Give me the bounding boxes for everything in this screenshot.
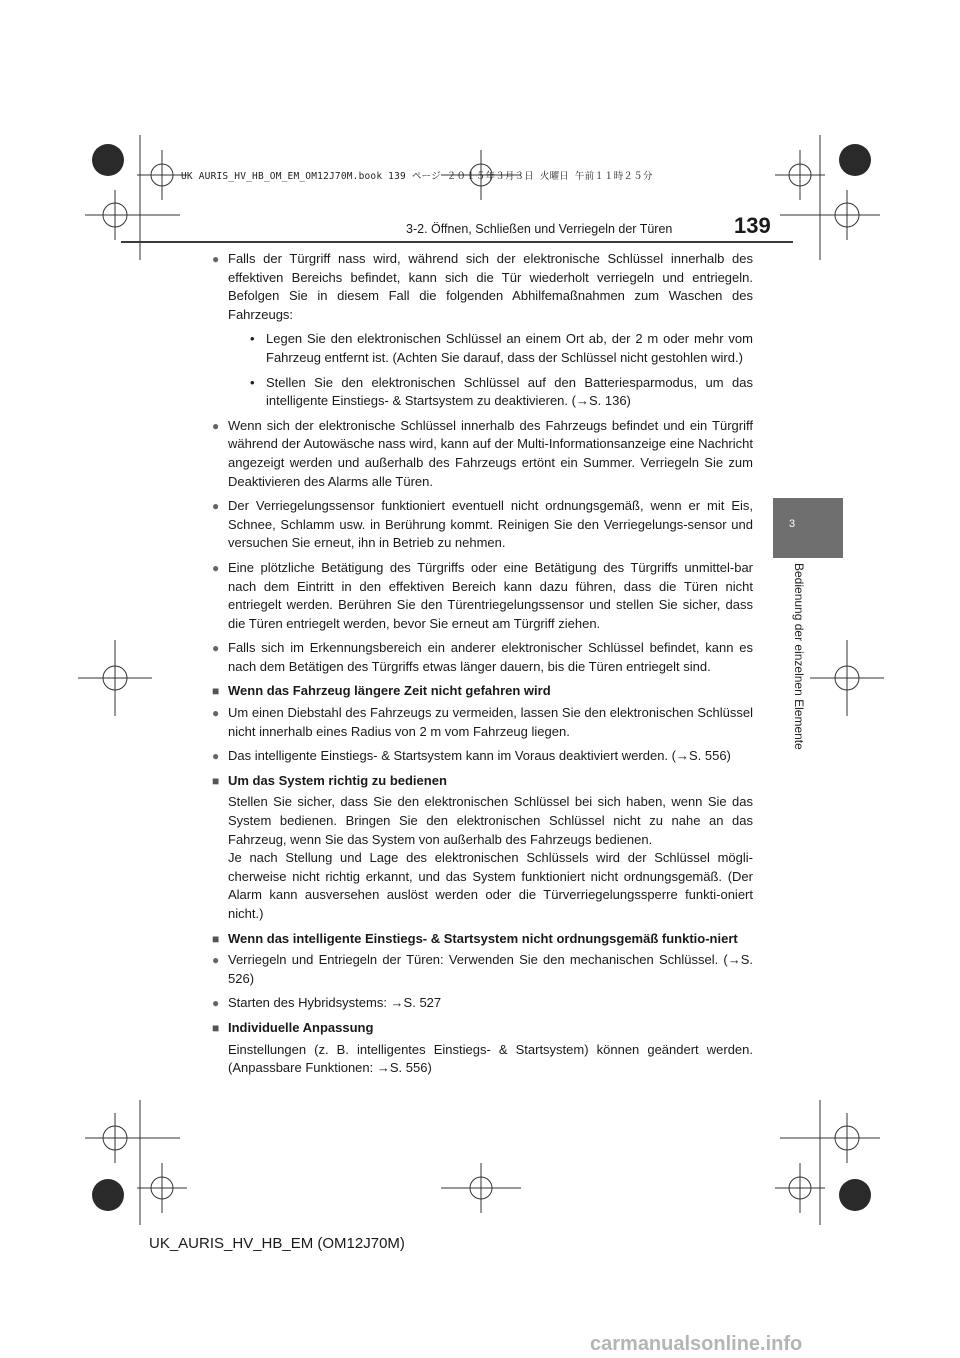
bullet-item bbox=[212, 417, 753, 491]
page-number: 139 bbox=[734, 213, 771, 238]
sub-text: Legen Sie den elektronischen Schlüssel an einem Ort ab, der 2 m oder mehr vom Fahrzeug entfernt ist. (Achten Sie darauf, dass der Schlüssel nicht gestohlen wird.) bbox=[266, 331, 753, 365]
bullet-icon: ● bbox=[212, 996, 220, 1011]
square-icon: ■ bbox=[212, 684, 220, 699]
print-job-header: UK AURIS_HV_HB_OM_EM_OM12J70M.book 139 ページ ２０１５年３月３日 火曜日 午前１１時２５分 bbox=[181, 171, 653, 182]
section-heading bbox=[212, 682, 753, 701]
chapter-number: 3 bbox=[789, 518, 796, 530]
bullet-text: Der Verriegelungssensor funktioniert eventuell nicht ordnungsgemäß, wenn er mit Eis, Schnee, Schlamm usw. in Berührung kommt. Reinigen Sie den Verriegelungs-sensor und versuchen Sie erneut, ihn in Betrieb zu nehmen. bbox=[228, 498, 753, 551]
bullet-item bbox=[212, 994, 753, 1013]
bullet-item bbox=[212, 747, 753, 766]
bullet-text: Verriegeln und Entriegeln der Türen: Verwenden Sie den mechanischen Schlüssel. (→S. 526) bbox=[228, 952, 753, 986]
bullet-item bbox=[212, 951, 753, 988]
bullet-text: Das intelligente Einstiegs- & Startsystem kann im Voraus deaktiviert werden. (→S. 556) bbox=[228, 748, 731, 764]
bullet-item bbox=[212, 497, 753, 553]
bullet-icon: ● bbox=[212, 749, 220, 764]
footer-document-code: UK_AURIS_HV_HB_EM (OM12J70M) bbox=[149, 1235, 405, 1252]
content-body bbox=[212, 250, 753, 1084]
bullet-text: Um einen Diebstahl des Fahrzeugs zu vermeiden, lassen Sie den elektronischen Schlüssel nicht innerhalb eines Radius von 2 m vom Fahrzeug liegen. bbox=[228, 705, 753, 739]
section-heading-text: Um das System richtig zu bedienen bbox=[228, 772, 447, 788]
section-heading-text: Wenn das intelligente Einstiegs- & Startsystem nicht ordnungsgemäß funktio-niert bbox=[228, 930, 738, 946]
paragraph: Je nach Stellung und Lage des elektronischen Schlüssels wird der Schlüssel mögli-cherweise nicht richtig erkannt, und das System funktioniert nicht ordnungsgemäß. (Der Alarm kann ausversehen auslöst werden oder die Türverriegelungssperre funkti-oniert nicht.) bbox=[228, 850, 753, 921]
section-heading bbox=[212, 772, 753, 791]
bullet-item bbox=[212, 250, 753, 411]
paragraph: Stellen Sie sicher, dass Sie den elektronischen Schlüssel bei sich haben, wenn Sie das System bedienen. Bringen Sie den elektronischen Schlüssel nicht zu nahe an das Fahrzeug, wenn Sie das System von außerhalb des Fahrzeugs bedienen. bbox=[228, 794, 753, 847]
bullet-text: Falls der Türgriff nass wird, während sich der elektronische Schlüssel innerhalb des effektiven Bereichs befindet, kann sich die Tür wiederholt verriegeln und entriegeln. Befolgen Sie in diesem Fall die folgenden Abhilfemaßnahmen zum Waschen des Fahrzeugs: bbox=[228, 251, 753, 322]
watermark-text: carmanualsonline.info bbox=[590, 1333, 803, 1355]
sub-item bbox=[228, 374, 753, 411]
bullet-icon: ● bbox=[212, 641, 220, 656]
sub-bullet-icon: • bbox=[250, 331, 255, 347]
section-title: 3-2. Öffnen, Schließen und Verriegeln der Türen bbox=[406, 222, 673, 236]
bullet-item bbox=[212, 704, 753, 741]
bullet-item bbox=[212, 559, 753, 633]
bullet-text: Eine plötzliche Betätigung des Türgriffs oder eine Betätigung des Türgriffs unmittel-bar nach dem Eintritt in den effektiven Bereich kann dazu führen, dass die Türen nicht entriegelt werden. Berühren Sie den Türentriegelungssensor und stellen Sie sicher, dass die Türen entriegelt werden, bevor Sie erneut am Türgriff ziehen. bbox=[228, 559, 753, 631]
sub-text: Stellen Sie den elektronischen Schlüssel auf den Batteriesparmodus, um das intelligente Einstiegs- & Startsystem zu deaktivieren. (→S. 136) bbox=[266, 374, 753, 409]
section-heading bbox=[212, 930, 753, 949]
square-icon: ■ bbox=[212, 773, 220, 788]
sub-item bbox=[228, 330, 753, 367]
sub-bullet-icon: • bbox=[250, 374, 255, 390]
chapter-label: Bedienung der einzelnen Elemente bbox=[792, 563, 806, 750]
section-heading bbox=[212, 1019, 753, 1038]
bullet-icon: ● bbox=[212, 953, 220, 968]
bullet-text: Starten des Hybridsystems: →S. 527 bbox=[228, 995, 442, 1011]
bullet-text: Falls sich im Erkennungsbereich ein anderer elektronischer Schlüssel befindet, kann es nach dem Betätigen des Türgriffs etwas länger dauern, bis die Türen entriegelt sind. bbox=[228, 640, 753, 674]
bullet-icon: ● bbox=[212, 706, 220, 721]
bullet-icon: ● bbox=[212, 418, 220, 433]
section-heading-text: Individuelle Anpassung bbox=[228, 1019, 374, 1035]
bullet-icon: ● bbox=[212, 252, 220, 266]
section-heading-text: Wenn das Fahrzeug längere Zeit nicht gefahren wird bbox=[228, 683, 551, 699]
paragraph: Einstellungen (z. B. intelligentes Einstiegs- & Startsystem) können geändert werden. (Anpassbare Funktionen: →S. 556) bbox=[228, 1041, 753, 1076]
header-rule bbox=[121, 241, 793, 243]
square-icon: ■ bbox=[212, 931, 220, 946]
bullet-item bbox=[212, 639, 753, 676]
bullet-text: Wenn sich der elektronische Schlüssel innerhalb des Fahrzeugs befindet und ein Türgriff während der Autowäsche nass wird, kann auf der Multi-Informationsanzeige eine Nachricht angezeigt werden und außerhalb des Fahrzeugs ertönt ein Summer. Verriegeln Sie zum Deaktivieren des Alarms alle Türen. bbox=[228, 417, 753, 489]
chapter-tab bbox=[773, 498, 843, 558]
square-icon: ■ bbox=[212, 1020, 220, 1035]
bullet-icon: ● bbox=[212, 499, 220, 514]
bullet-icon: ● bbox=[212, 560, 220, 575]
